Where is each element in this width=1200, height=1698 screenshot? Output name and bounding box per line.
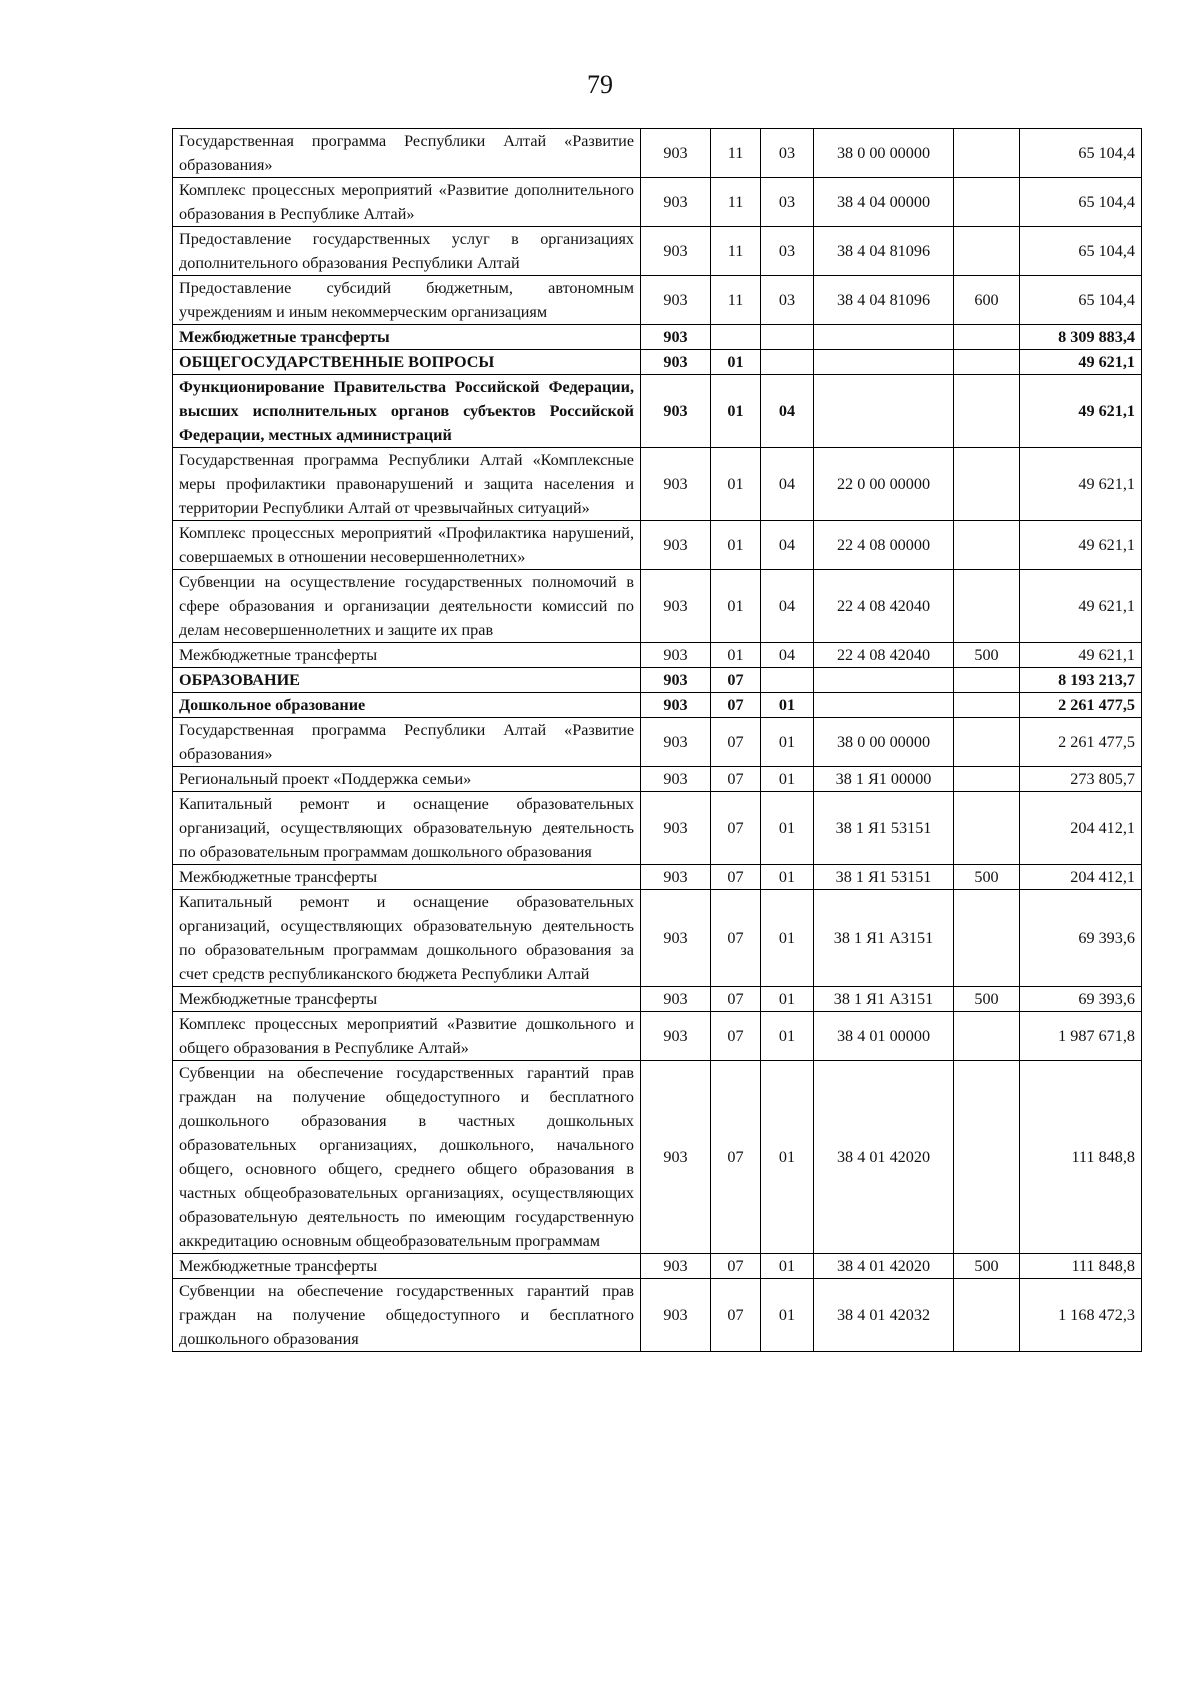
row-amount-cell: 111 848,8 [1020,1254,1142,1279]
row-target-article-cell: 22 0 00 00000 [814,448,954,521]
row-subsection-cell: 03 [761,276,814,325]
row-subsection-cell: 01 [761,718,814,767]
row-grbs-cell: 903 [641,325,711,350]
row-amount-cell: 65 104,4 [1020,178,1142,227]
row-expense-type-cell [954,668,1020,693]
table-row [173,227,1142,276]
table-row [173,987,1142,1012]
row-name-cell: ОБЩЕГОСУДАРСТВЕННЫЕ ВОПРОСЫ [173,350,641,375]
row-section-cell: 01 [711,350,761,375]
row-amount-cell: 65 104,4 [1020,227,1142,276]
row-subsection-cell: 01 [761,1012,814,1061]
row-grbs-cell: 903 [641,570,711,643]
row-section-cell: 07 [711,668,761,693]
page-number: 79 [587,70,613,99]
row-grbs-cell: 903 [641,693,711,718]
row-expense-type-cell [954,178,1020,227]
row-amount-cell: 1 168 472,3 [1020,1279,1142,1352]
row-section-cell [711,325,761,350]
row-expense-type-cell [954,718,1020,767]
row-section-cell: 07 [711,1254,761,1279]
row-subsection-cell [761,668,814,693]
row-amount-cell: 69 393,6 [1020,987,1142,1012]
table-row [173,1279,1142,1352]
row-section-cell: 07 [711,865,761,890]
table-row [173,178,1142,227]
row-grbs-cell: 903 [641,350,711,375]
row-subsection-cell: 01 [761,767,814,792]
row-expense-type-cell [954,767,1020,792]
row-target-article-cell: 22 4 08 42040 [814,643,954,668]
row-target-article-cell [814,375,954,448]
row-expense-type-cell: 500 [954,865,1020,890]
row-amount-cell: 49 621,1 [1020,448,1142,521]
row-expense-type-cell [954,325,1020,350]
row-expense-type-cell [954,570,1020,643]
row-subsection-cell: 01 [761,1254,814,1279]
row-target-article-cell: 38 4 04 00000 [814,178,954,227]
row-grbs-cell: 903 [641,129,711,178]
row-name-cell: Функционирование Правительства Российской Федерации, высших исполнительных органов субъектов Российской Федерации, местных администраций [173,375,641,448]
row-expense-type-cell [954,1279,1020,1352]
row-subsection-cell: 03 [761,129,814,178]
row-section-cell: 11 [711,129,761,178]
row-amount-cell: 111 848,8 [1020,1061,1142,1254]
row-name-cell: Межбюджетные трансферты [173,643,641,668]
row-grbs-cell: 903 [641,1254,711,1279]
row-target-article-cell [814,325,954,350]
row-grbs-cell: 903 [641,1061,711,1254]
row-amount-cell: 49 621,1 [1020,643,1142,668]
row-name-cell: Государственная программа Республики Алтай «Комплексные меры профилактики правонарушений и защита населения и территории Республики Алтай от чрезвычайных ситуаций» [173,448,641,521]
row-name-cell: ОБРАЗОВАНИЕ [173,668,641,693]
row-section-cell: 01 [711,570,761,643]
row-target-article-cell: 38 0 00 00000 [814,129,954,178]
row-section-cell: 07 [711,1061,761,1254]
row-grbs-cell: 903 [641,718,711,767]
row-target-article-cell: 38 1 Я1 А3151 [814,987,954,1012]
row-subsection-cell [761,350,814,375]
row-expense-type-cell: 500 [954,987,1020,1012]
row-target-article-cell: 38 1 Я1 53151 [814,792,954,865]
row-target-article-cell: 38 4 01 00000 [814,1012,954,1061]
row-target-article-cell: 38 4 01 42032 [814,1279,954,1352]
table-row [173,890,1142,987]
row-section-cell: 07 [711,792,761,865]
row-amount-cell: 49 621,1 [1020,570,1142,643]
row-section-cell: 01 [711,521,761,570]
row-grbs-cell: 903 [641,668,711,693]
row-amount-cell: 49 621,1 [1020,375,1142,448]
row-section-cell: 07 [711,1012,761,1061]
row-name-cell: Предоставление субсидий бюджетным, автономным учреждениям и иным некоммерческим организациям [173,276,641,325]
row-amount-cell: 2 261 477,5 [1020,693,1142,718]
table-row [173,767,1142,792]
row-name-cell: Субвенции на обеспечение государственных гарантий прав граждан на получение общедоступного и бесплатного дошкольного образования в частных дошкольных образовательных организациях, дошкольного, начального общего, основного общего, среднего общего образования в частных общеобразовательных организациях, осуществляющих образовательную деятельность по имеющим государственную аккредитацию основным общеобразовательным программам [173,1061,641,1254]
table-row [173,570,1142,643]
row-name-cell: Государственная программа Республики Алтай «Развитие образования» [173,129,641,178]
row-grbs-cell: 903 [641,276,711,325]
row-amount-cell: 1 987 671,8 [1020,1012,1142,1061]
row-expense-type-cell [954,792,1020,865]
row-expense-type-cell [954,350,1020,375]
table-body [173,129,1142,1352]
row-section-cell: 07 [711,718,761,767]
row-amount-cell: 65 104,4 [1020,129,1142,178]
row-expense-type-cell [954,693,1020,718]
row-name-cell: Комплекс процессных мероприятий «Развитие дошкольного и общего образования в Республике Алтай» [173,1012,641,1061]
row-grbs-cell: 903 [641,767,711,792]
row-expense-type-cell: 600 [954,276,1020,325]
row-subsection-cell: 04 [761,521,814,570]
row-grbs-cell: 903 [641,890,711,987]
row-name-cell: Межбюджетные трансферты [173,1254,641,1279]
row-subsection-cell: 01 [761,1061,814,1254]
row-target-article-cell: 38 4 04 81096 [814,227,954,276]
row-name-cell: Межбюджетные трансферты [173,987,641,1012]
row-target-article-cell [814,668,954,693]
row-grbs-cell: 903 [641,178,711,227]
row-expense-type-cell [954,129,1020,178]
row-subsection-cell: 01 [761,890,814,987]
row-amount-cell: 49 621,1 [1020,350,1142,375]
row-target-article-cell [814,693,954,718]
row-name-cell: Предоставление государственных услуг в организациях дополнительного образования Республики Алтай [173,227,641,276]
row-expense-type-cell: 500 [954,1254,1020,1279]
row-subsection-cell: 01 [761,792,814,865]
table-row [173,276,1142,325]
row-subsection-cell: 04 [761,570,814,643]
table-row [173,718,1142,767]
table-row [173,129,1142,178]
row-section-cell: 07 [711,1279,761,1352]
table-row [173,1061,1142,1254]
row-name-cell: Капитальный ремонт и оснащение образовательных организаций, осуществляющих образовательную деятельность по образовательным программам дошкольного образования за счет средств республиканского бюджета Республики Алтай [173,890,641,987]
row-expense-type-cell [954,448,1020,521]
row-subsection-cell: 03 [761,227,814,276]
table-row [173,668,1142,693]
row-subsection-cell: 01 [761,865,814,890]
row-grbs-cell: 903 [641,792,711,865]
row-name-cell: Межбюджетные трансферты [173,325,641,350]
row-target-article-cell: 38 0 00 00000 [814,718,954,767]
row-subsection-cell: 03 [761,178,814,227]
row-subsection-cell: 01 [761,987,814,1012]
row-section-cell: 11 [711,227,761,276]
row-amount-cell: 8 309 883,4 [1020,325,1142,350]
row-section-cell: 07 [711,693,761,718]
row-grbs-cell: 903 [641,375,711,448]
row-name-cell: Межбюджетные трансферты [173,865,641,890]
row-section-cell: 01 [711,643,761,668]
table-row [173,865,1142,890]
row-expense-type-cell [954,1061,1020,1254]
row-target-article-cell: 38 4 04 81096 [814,276,954,325]
row-grbs-cell: 903 [641,987,711,1012]
row-name-cell: Субвенции на осуществление государственных полномочий в сфере образования и организации деятельности комиссий по делам несовершеннолетних и защите их прав [173,570,641,643]
table-row [173,1012,1142,1061]
row-target-article-cell: 38 4 01 42020 [814,1061,954,1254]
table-row [173,325,1142,350]
row-subsection-cell: 01 [761,1279,814,1352]
row-subsection-cell [761,325,814,350]
row-section-cell: 11 [711,276,761,325]
row-section-cell: 07 [711,767,761,792]
row-target-article-cell [814,350,954,375]
row-expense-type-cell [954,1012,1020,1061]
row-amount-cell: 49 621,1 [1020,521,1142,570]
row-name-cell: Капитальный ремонт и оснащение образовательных организаций, осуществляющих образовательную деятельность по образовательным программам дошкольного образования [173,792,641,865]
row-amount-cell: 65 104,4 [1020,276,1142,325]
row-target-article-cell: 38 1 Я1 00000 [814,767,954,792]
row-grbs-cell: 903 [641,521,711,570]
row-grbs-cell: 903 [641,643,711,668]
table-row [173,350,1142,375]
row-grbs-cell: 903 [641,448,711,521]
table-row [173,693,1142,718]
row-name-cell: Комплекс процессных мероприятий «Развитие дополнительного образования в Республике Алтай» [173,178,641,227]
row-amount-cell: 2 261 477,5 [1020,718,1142,767]
row-amount-cell: 8 193 213,7 [1020,668,1142,693]
row-amount-cell: 69 393,6 [1020,890,1142,987]
row-grbs-cell: 903 [641,1279,711,1352]
row-amount-cell: 204 412,1 [1020,792,1142,865]
row-grbs-cell: 903 [641,1012,711,1061]
row-expense-type-cell: 500 [954,643,1020,668]
row-amount-cell: 204 412,1 [1020,865,1142,890]
row-name-cell: Комплекс процессных мероприятий «Профилактика нарушений, совершаемых в отношении несовершеннолетних» [173,521,641,570]
row-expense-type-cell [954,890,1020,987]
row-subsection-cell: 04 [761,643,814,668]
row-grbs-cell: 903 [641,227,711,276]
row-name-cell: Государственная программа Республики Алтай «Развитие образования» [173,718,641,767]
row-section-cell: 07 [711,890,761,987]
table-row [173,375,1142,448]
row-section-cell: 11 [711,178,761,227]
row-section-cell: 01 [711,448,761,521]
table-row [173,1254,1142,1279]
row-section-cell: 01 [711,375,761,448]
row-name-cell: Дошкольное образование [173,693,641,718]
row-amount-cell: 273 805,7 [1020,767,1142,792]
row-name-cell: Субвенции на обеспечение государственных гарантий прав граждан на получение общедоступного и бесплатного дошкольного образования [173,1279,641,1352]
row-subsection-cell: 04 [761,375,814,448]
row-target-article-cell: 38 4 01 42020 [814,1254,954,1279]
row-grbs-cell: 903 [641,865,711,890]
row-target-article-cell: 22 4 08 42040 [814,570,954,643]
row-subsection-cell: 04 [761,448,814,521]
table-row [173,792,1142,865]
table-row [173,448,1142,521]
row-expense-type-cell [954,521,1020,570]
row-target-article-cell: 38 1 Я1 А3151 [814,890,954,987]
row-expense-type-cell [954,375,1020,448]
row-subsection-cell: 01 [761,693,814,718]
row-section-cell: 07 [711,987,761,1012]
row-target-article-cell: 38 1 Я1 53151 [814,865,954,890]
table-row [173,643,1142,668]
budget-table [172,128,1142,1352]
row-expense-type-cell [954,227,1020,276]
row-target-article-cell: 22 4 08 00000 [814,521,954,570]
table-row [173,521,1142,570]
row-name-cell: Региональный проект «Поддержка семьи» [173,767,641,792]
